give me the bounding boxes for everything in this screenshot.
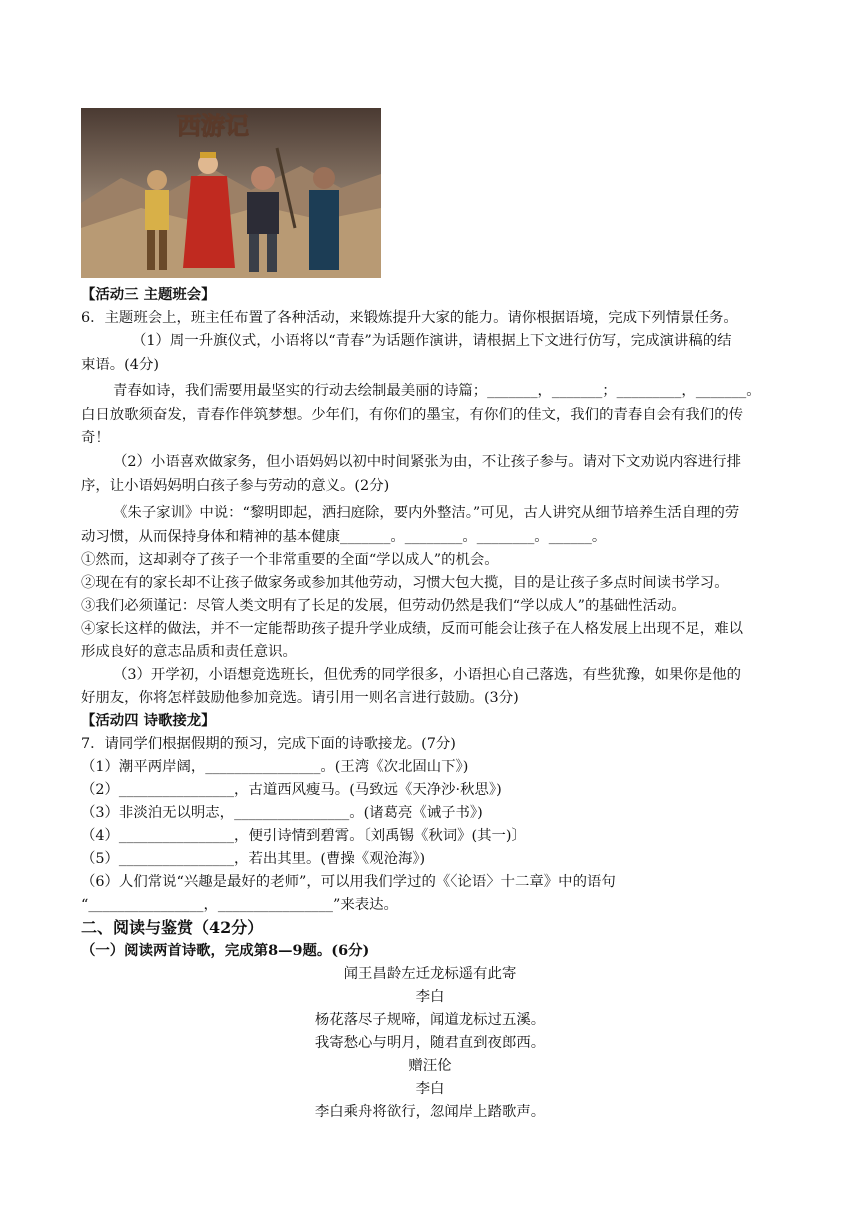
poem-fill-4: （4）________________，便引诗情到碧霄。〔刘禹锡《秋词》(其一)〕: [81, 828, 526, 844]
question-6: 6．主题班会上，班主任布置了各种活动，来锻炼提升大家的能力。请你根据语境，完成下列情景任务。: [81, 310, 738, 326]
option-4-line1: ④家长这样的做法，并不一定能帮助孩子提升学业成绩，反而可能会让孩子在人格发展上出现不足，难以: [81, 621, 743, 637]
poem-1-line2: 我寄愁心与明月，随君直到夜郎西。: [314, 1035, 546, 1051]
activity4-heading: 【活动四 诗歌接龙】: [81, 712, 216, 729]
speech-line2: 白日放歌须奋发，青春作伴筑梦想。少年们，有你们的墨宝，有你们的佳文，我们的青春自会有我们的传: [81, 407, 743, 423]
option-4-line2: 形成良好的意志品质和责任意识。: [81, 644, 297, 660]
zhuzi-line2: 动习惯，从而保持身体和精神的基本健康_______。________。________。______。: [81, 529, 607, 545]
journey-to-the-west-image: [81, 108, 381, 278]
option-3: ③我们必须谨记：尽管人类文明有了长足的发展，但劳动仍然是我们“学以成人”的基础性活动。: [81, 598, 686, 614]
activity3-heading: 【活动三 主题班会】: [81, 286, 216, 303]
poem-1-title: 闻王昌龄左迁龙标遥有此寄: [343, 966, 517, 982]
zhuzi-line1: 《朱子家训》中说：“黎明即起，洒扫庭除，要内外整洁。”可见，古人讲究从细节培养生活自理的劳: [113, 505, 740, 521]
image-illustration: [81, 108, 381, 278]
question-6-3-line1: （3）开学初，小语想竞选班长，但优秀的同学很多，小语担心自己落选，有些犹豫，如果你是他的: [113, 667, 741, 683]
question-6-2-line2: 序，让小语妈妈明白孩子参与劳动的意义。(2分): [81, 478, 390, 494]
speech-line1: 青春如诗，我们需要用最坚实的行动去绘制最美丽的诗篇；_______，_______；_________，_______。: [113, 383, 761, 399]
poem-1-author: 李白: [415, 989, 445, 1005]
poem-fill-2: （2）________________，古道西风瘦马。(马致远《天净沙·秋思》): [81, 782, 502, 798]
option-2: ②现在有的家长却不让孩子做家务或参加其他劳动，习惯大包大揽，目的是让孩子多点时间读书学习。: [81, 575, 729, 591]
question-7: 7．请同学们根据假期的预习，完成下面的诗歌接龙。(7分): [81, 736, 456, 752]
question-6-3-line2: 好朋友，你将怎样鼓励他参加竞选。请引用一则名言进行鼓励。(3分): [81, 690, 519, 706]
question-6-1-line1: （1）周一升旗仪式，小语将以“青春”为话题作演讲，请根据上下文进行仿写，完成演讲稿的结: [132, 333, 732, 349]
poem-2-author: 李白: [415, 1081, 445, 1097]
poem-1-line1: 杨花落尽子规啼，闻道龙标过五溪。: [314, 1012, 546, 1028]
section-2-heading: 二、阅读与鉴赏（42分）: [81, 918, 264, 937]
poem-2-title: 赠汪伦: [408, 1058, 452, 1074]
poem-fill-1: （1）潮平两岸阔，________________。(王湾《次北固山下》): [81, 759, 469, 775]
poem-2-line1: 李白乘舟将欲行，忽闻岸上踏歌声。: [314, 1104, 546, 1120]
speech-line3: 奇！: [81, 430, 110, 446]
poem-fill-3: （3）非淡泊无以明志，________________。(诸葛亮《诫子书》): [81, 805, 483, 821]
image-title-text: 西游记: [177, 111, 249, 140]
poem-fill-5: （5）________________，若出其里。(曹操《观沧海》): [81, 851, 426, 867]
poem-fill-6-line1: （6）人们常说“兴趣是最好的老师”，可以用我们学过的《〈论语〉十二章》中的语句: [81, 874, 616, 890]
question-6-2-line1: （2）小语喜欢做家务，但小语妈妈以初中时间紧张为由，不让孩子参与。请对下文劝说内容进行排: [113, 454, 741, 470]
question-6-1-line2: 束语。(4分): [81, 357, 159, 373]
option-1: ①然而，这却剥夺了孩子一个非常重要的全面“学以成人”的机会。: [81, 552, 499, 568]
section-2-subheading: （一）阅读两首诗歌，完成第8—9题。(6分): [81, 942, 370, 959]
poem-fill-6-line2: “________________，________________”来表达。: [81, 897, 398, 913]
